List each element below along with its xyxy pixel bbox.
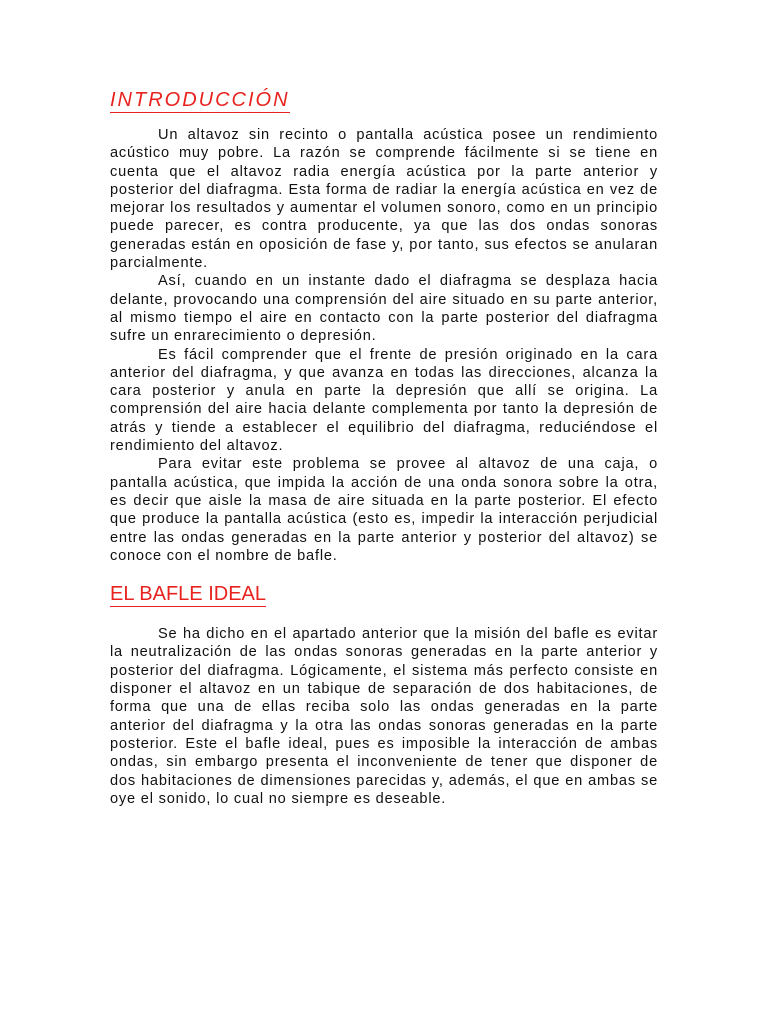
paragraph: Así, cuando en un instante dado el diafragma se desplaza hacia delante, provocando una comprensión del aire situado en su parte anterior, al mismo tiempo el aire en contacto con la parte posterior del diafragma sufre un enrarecimiento o depresión.: [110, 273, 658, 345]
paragraph: Es fácil comprender que el frente de presión originado en la cara anterior del diafragma, y que avanza en todas las direcciones, alcanza la cara posterior y anula en parte la depresión que allí se origina. La comprensión del aire hacia delante complementa por tanto la depresión de atrás y tiende a establecer el equilibrio del diafragma, reduciéndose el rendimiento del altavoz.: [110, 346, 658, 455]
paragraph: Se ha dicho en el apartado anterior que la misión del bafle es evitar la neutralización de las ondas sonoras generadas en la parte anterior y posterior del diafragma. Lógicamente, el sistema más perfecto consiste en disponer el altavoz en un tabique de separación de dos habitaciones, de forma que una de ellas reciba solo las ondas generadas en la parte anterior del diafragma y la otra las ondas sonoras generadas en la parte posterior. Este el bafle ideal, pues es imposible la interacción de ambas ondas, sin embargo presenta el inconveniente de tener que disponer de dos habitaciones de dimensiones parecidas y, además, el que en ambas se oye el sonido, lo cual no siempre es deseable.: [110, 626, 658, 807]
paragraph: Para evitar este problema se provee al altavoz de una caja, o pantalla acústica, que impida la acción de una onda sonora sobre la otra, es decir que aisle la masa de aire situada en la parte posterior. El efecto que produce la pantalla acústica (esto es, impedir la interacción perjudicial entre las ondas generadas en la parte anterior y posterior del altavoz) se conoce con el nombre de bafle.: [110, 456, 658, 564]
section-introduccion-heading-wrap: [110, 88, 658, 113]
paragraph: Un altavoz sin recinto o pantalla acústica posee un rendimiento acústico muy pobre. La razón se comprende fácilmente si se tiene en cuenta que el altavoz radia energía acústica por la parte anterior y posterior del diafragma. Esta forma de radiar la energía acústica en vez de mejorar los resultados y aumentar el volumen sonoro, como en un principio puede parecer, es contra producente, ya que las dos ondas sonoras generadas están en oposición de fase y, por tanto, sus efectos se anularan parcialmente.: [110, 127, 658, 272]
section-title-bafle-ideal: EL BAFLE IDEAL: [110, 583, 266, 606]
section-bafle-ideal-heading-wrap: [110, 582, 658, 607]
section-title-introduccion: INTRODUCCIÓN: [110, 89, 290, 111]
